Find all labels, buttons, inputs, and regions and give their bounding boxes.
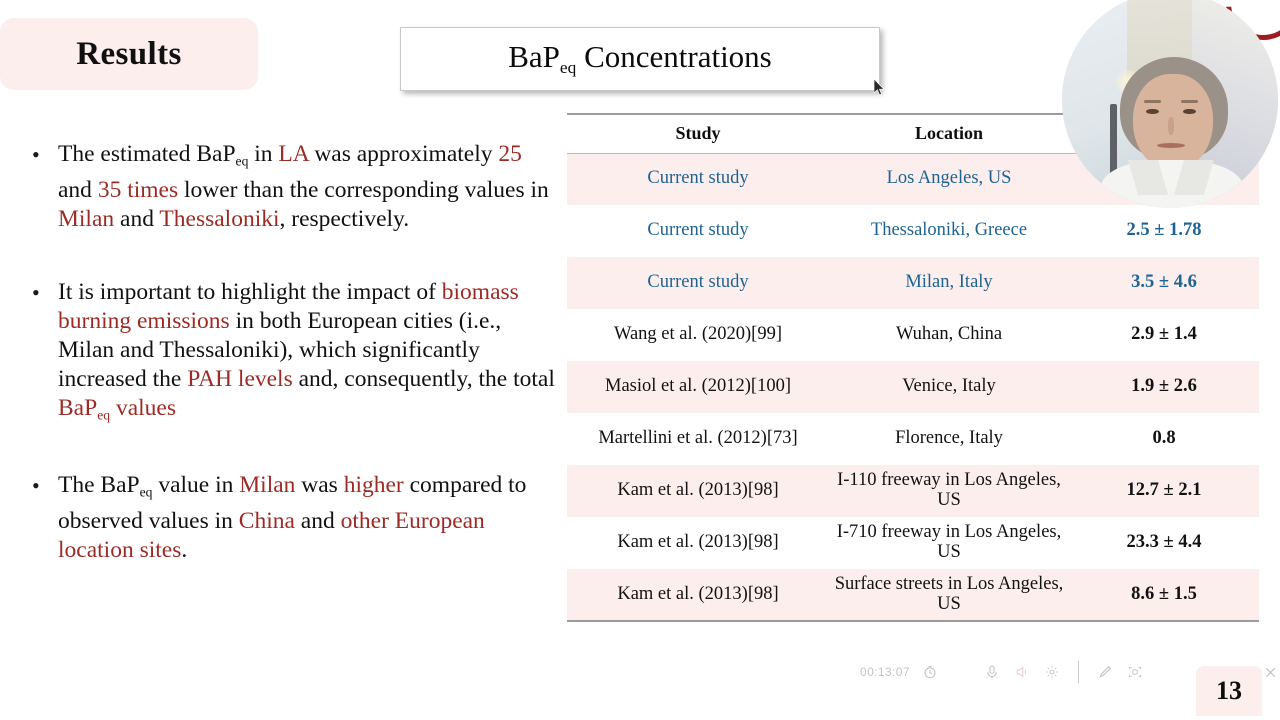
webcam-video-bubble[interactable] bbox=[1062, 0, 1278, 208]
cell-study: Current study bbox=[647, 220, 749, 241]
pencil-annotate-icon[interactable] bbox=[1095, 662, 1115, 682]
table-row bbox=[567, 205, 1259, 257]
column-header-location: Location bbox=[914, 123, 983, 144]
cell-study: Masiol et al. (2012)[100] bbox=[605, 376, 791, 397]
table-row bbox=[567, 309, 1259, 361]
cell-study: Kam et al. (2013)[98] bbox=[617, 480, 779, 501]
cell-study: Current study bbox=[647, 272, 749, 293]
text-run: and bbox=[114, 205, 160, 232]
cell-location: Thessaloniki, Greece bbox=[870, 220, 1028, 241]
table-body bbox=[567, 153, 1259, 621]
cell-location: Surface streets in Los Angeles, US bbox=[834, 573, 1064, 614]
text-run: eq bbox=[97, 407, 111, 423]
title-subscript: eq bbox=[559, 58, 577, 78]
text-run: and bbox=[294, 507, 341, 534]
text-run: and, consequently, the total bbox=[292, 365, 555, 392]
text-run: PAH levels bbox=[187, 365, 293, 392]
cell-location: Wuhan, China bbox=[895, 324, 1003, 345]
list-item bbox=[24, 471, 558, 565]
text-run: biomass burning emissions bbox=[58, 278, 519, 334]
title-rest: Concentrations bbox=[576, 39, 772, 75]
cell-value: 1.9 ± 2.6 bbox=[1131, 376, 1197, 397]
cell-location: Florence, Italy bbox=[895, 428, 1003, 449]
bullet-marker: • bbox=[32, 279, 40, 305]
text-run: 25 bbox=[498, 141, 522, 167]
bullet-text bbox=[58, 278, 558, 430]
cell-location: Los Angeles, US bbox=[886, 168, 1012, 189]
slide-title-box bbox=[400, 27, 880, 91]
bullet-list bbox=[24, 140, 558, 595]
text-run: was bbox=[295, 472, 344, 499]
cell-value: 12.7 ± 2.1 bbox=[1126, 480, 1202, 501]
table-row bbox=[567, 413, 1259, 465]
text-run: . bbox=[181, 536, 188, 563]
cell-study: Kam et al. (2013)[98] bbox=[617, 583, 779, 604]
text-run: 35 times bbox=[97, 176, 179, 203]
list-item bbox=[24, 140, 558, 234]
text-run: was approximately bbox=[308, 141, 499, 167]
table-row bbox=[567, 465, 1259, 517]
text-run: higher bbox=[343, 472, 404, 499]
screenshot-camera-icon[interactable] bbox=[1125, 662, 1145, 682]
text-run: eq bbox=[235, 153, 249, 169]
text-run: compared to observed values in bbox=[58, 472, 527, 534]
speaker-icon[interactable] bbox=[1012, 662, 1032, 682]
cell-value: 0.8 bbox=[1152, 428, 1176, 449]
text-run: It is important to highlight the impact of bbox=[58, 278, 442, 305]
text-run: Milan bbox=[239, 472, 296, 499]
text-run: lower than the corresponding values in bbox=[178, 176, 549, 203]
text-run: in bbox=[248, 141, 279, 167]
page-number: 13 bbox=[1216, 676, 1242, 705]
text-run: The estimated BaP bbox=[58, 141, 236, 167]
text-run: in both European cities (i.e., Milan and Thessaloniki), which significantly increased the bbox=[58, 307, 502, 392]
cell-study: Kam et al. (2013)[98] bbox=[617, 532, 779, 553]
text-run: eq bbox=[139, 484, 153, 500]
text-run: other European location sites bbox=[58, 507, 485, 563]
cell-value: 3.5 ± 4.6 bbox=[1131, 272, 1197, 293]
title-main: BaP bbox=[508, 39, 560, 75]
text-run: BaP bbox=[58, 394, 98, 421]
bullet-marker: • bbox=[32, 473, 40, 499]
cell-location: Venice, Italy bbox=[902, 376, 996, 397]
text-run: Milan bbox=[58, 205, 115, 232]
text-run: value in bbox=[152, 472, 240, 499]
cell-study: Wang et al. (2020)[99] bbox=[613, 324, 783, 345]
section-label-chip bbox=[0, 18, 258, 90]
cell-value: 8.6 ± 1.5 bbox=[1131, 583, 1197, 604]
microphone-icon[interactable] bbox=[982, 662, 1002, 682]
text-run: LA bbox=[278, 141, 309, 167]
section-label-text: Results bbox=[76, 35, 182, 72]
close-icon[interactable] bbox=[1260, 662, 1280, 682]
cell-value: 2.5 ± 1.78 bbox=[1126, 220, 1202, 241]
text-run: and bbox=[58, 176, 98, 203]
cell-location: Milan, Italy bbox=[905, 272, 993, 293]
text-run: , respectively. bbox=[279, 205, 410, 232]
cell-value: 23.3 ± 4.4 bbox=[1126, 532, 1202, 553]
table-row bbox=[567, 569, 1259, 621]
text-run: Thessaloniki bbox=[159, 205, 280, 232]
table-row bbox=[567, 257, 1259, 309]
slide-title-text bbox=[508, 39, 772, 78]
cell-study: Martellini et al. (2012)[73] bbox=[598, 428, 798, 449]
table-row bbox=[567, 361, 1259, 413]
stopwatch-icon[interactable] bbox=[920, 662, 940, 682]
list-item bbox=[24, 278, 558, 430]
bullet-text bbox=[58, 471, 558, 565]
cell-study: Current study bbox=[647, 168, 749, 189]
cell-location: I-110 freeway in Los Angeles, US bbox=[837, 470, 1061, 510]
text-run: values bbox=[110, 394, 176, 421]
page-number-badge bbox=[1196, 666, 1262, 716]
cell-value: 2.9 ± 1.4 bbox=[1131, 324, 1197, 345]
cell-location: I-710 freeway in Los Angeles, US bbox=[836, 522, 1062, 562]
bullet-marker: • bbox=[32, 142, 40, 167]
column-header-study: Study bbox=[675, 123, 721, 144]
table-row bbox=[567, 517, 1259, 569]
text-run: The BaP bbox=[58, 472, 140, 499]
recording-timer: 00:13:07 bbox=[860, 665, 910, 679]
text-run: China bbox=[238, 507, 295, 534]
bullet-text bbox=[58, 140, 558, 234]
toolbar-divider bbox=[1078, 661, 1079, 683]
settings-gear-icon[interactable] bbox=[1042, 662, 1062, 682]
